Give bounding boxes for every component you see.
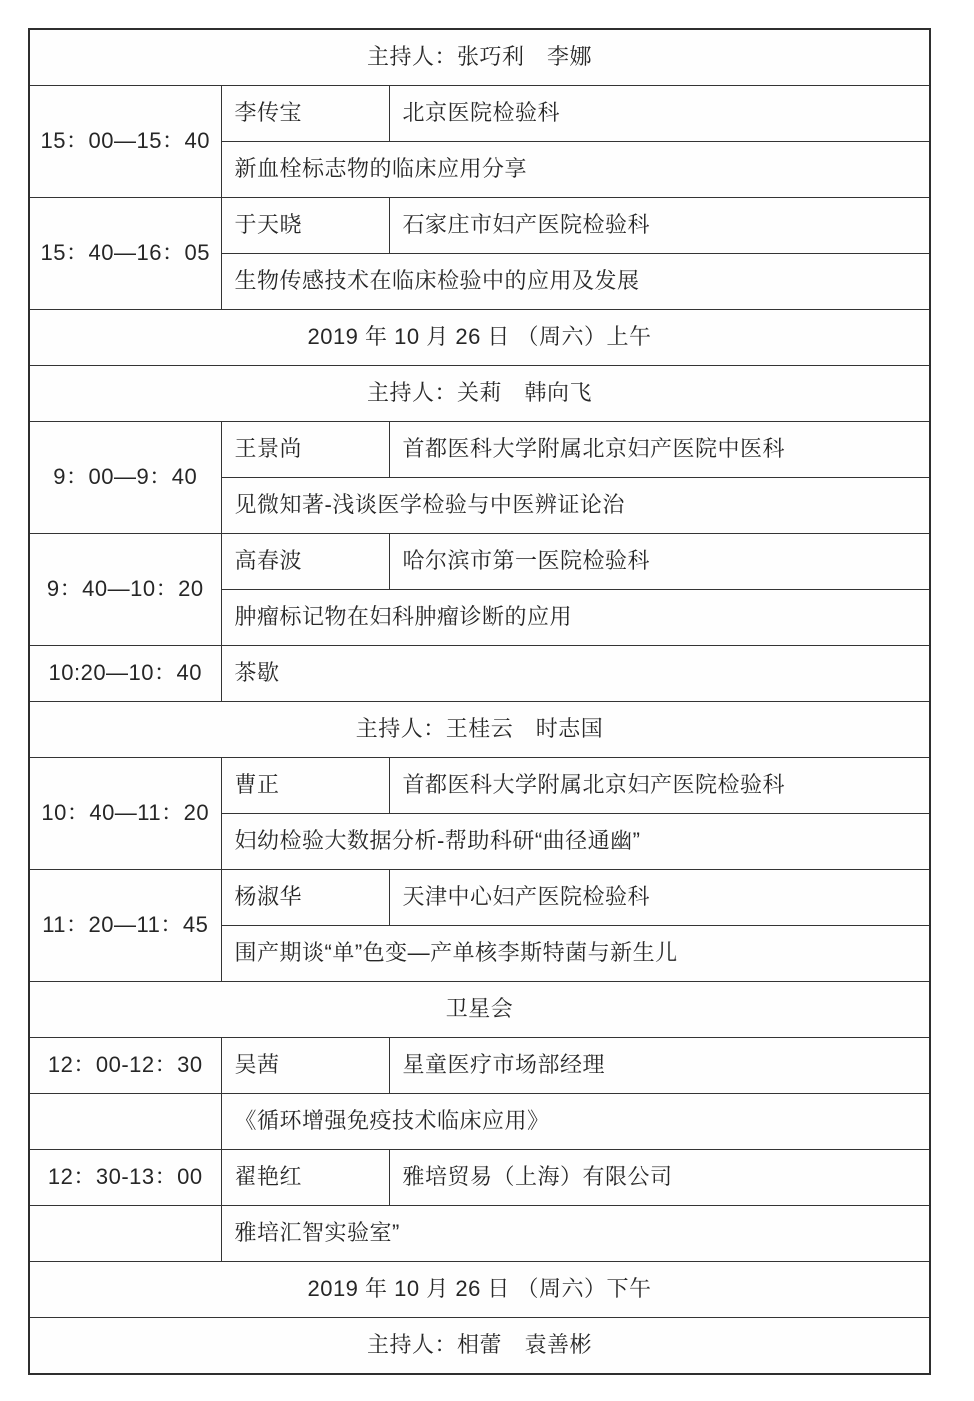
session-time: 10：40—11：20 [29,758,221,870]
session-time: 12：30-13：00 [29,1150,221,1206]
session-row [29,870,930,926]
talk-topic: 见微知著-浅谈医学检验与中医辨证论治 [221,478,930,534]
session-row [29,198,930,254]
speaker-name: 高春波 [221,534,389,590]
speaker-name: 李传宝 [221,86,389,142]
satellite-banner: 卫星会 [29,982,930,1038]
talk-topic: 妇幼检验大数据分析-帮助科研“曲径通幽” [221,814,930,870]
talk-topic: 肿瘤标记物在妇科肿瘤诊断的应用 [221,590,930,646]
satellite-session-row [29,1150,930,1206]
talk-topic: 生物传感技术在临床检验中的应用及发展 [221,254,930,310]
session-row [29,534,930,590]
speaker-name: 吴茜 [221,1038,389,1094]
date-banner: 2019 年 10 月 26 日 （周六）上午 [29,310,930,366]
topic-only-row [29,1206,930,1262]
moderator-label: 主持人：张巧利 李娜 [29,29,930,86]
session-time: 9：40—10：20 [29,534,221,646]
session-row [29,86,930,142]
moderator-row [29,1318,930,1375]
session-time: 15：40—16：05 [29,198,221,310]
moderator-label: 主持人：王桂云 时志国 [29,702,930,758]
talk-topic: 雅培汇智实验室” [221,1206,930,1262]
session-row [29,758,930,814]
talk-topic: 《循环增强免疫技术临床应用》 [221,1094,930,1150]
speaker-name: 杨淑华 [221,870,389,926]
speaker-affiliation: 北京医院检验科 [389,86,930,142]
session-row [29,422,930,478]
speaker-affiliation: 雅培贸易（上海）有限公司 [389,1150,930,1206]
session-time: 9：00—9：40 [29,422,221,534]
speaker-affiliation: 首都医科大学附属北京妇产医院检验科 [389,758,930,814]
schedule-sheet [28,28,931,1375]
talk-topic: 新血栓标志物的临床应用分享 [221,142,930,198]
empty-cell [29,1094,221,1150]
session-time: 12：00-12：30 [29,1038,221,1094]
speaker-affiliation: 星童医疗市场部经理 [389,1038,930,1094]
speaker-name: 翟艳红 [221,1150,389,1206]
talk-topic: 围产期谈“单”色变—产单核李斯特菌与新生儿 [221,926,930,982]
satellite-session-row [29,1038,930,1094]
empty-cell [29,1206,221,1262]
speaker-name: 王景尚 [221,422,389,478]
tea-break-row [29,646,930,702]
date-banner-row [29,1262,930,1318]
tea-break-label: 茶歇 [221,646,930,702]
speaker-affiliation: 哈尔滨市第一医院检验科 [389,534,930,590]
moderator-row [29,702,930,758]
topic-only-row [29,1094,930,1150]
speaker-name: 于天晓 [221,198,389,254]
speaker-affiliation: 首都医科大学附属北京妇产医院中医科 [389,422,930,478]
session-time: 10:20—10：40 [29,646,221,702]
speaker-affiliation: 天津中心妇产医院检验科 [389,870,930,926]
session-time: 11：20—11：45 [29,870,221,982]
conference-schedule-table [28,28,931,1375]
moderator-label: 主持人：相蕾 袁善彬 [29,1318,930,1375]
speaker-name: 曹正 [221,758,389,814]
moderator-row [29,366,930,422]
date-banner: 2019 年 10 月 26 日 （周六）下午 [29,1262,930,1318]
date-banner-row [29,310,930,366]
session-time: 15：00—15：40 [29,86,221,198]
moderator-row [29,29,930,86]
speaker-affiliation: 石家庄市妇产医院检验科 [389,198,930,254]
moderator-label: 主持人：关莉 韩向飞 [29,366,930,422]
satellite-banner-row [29,982,930,1038]
